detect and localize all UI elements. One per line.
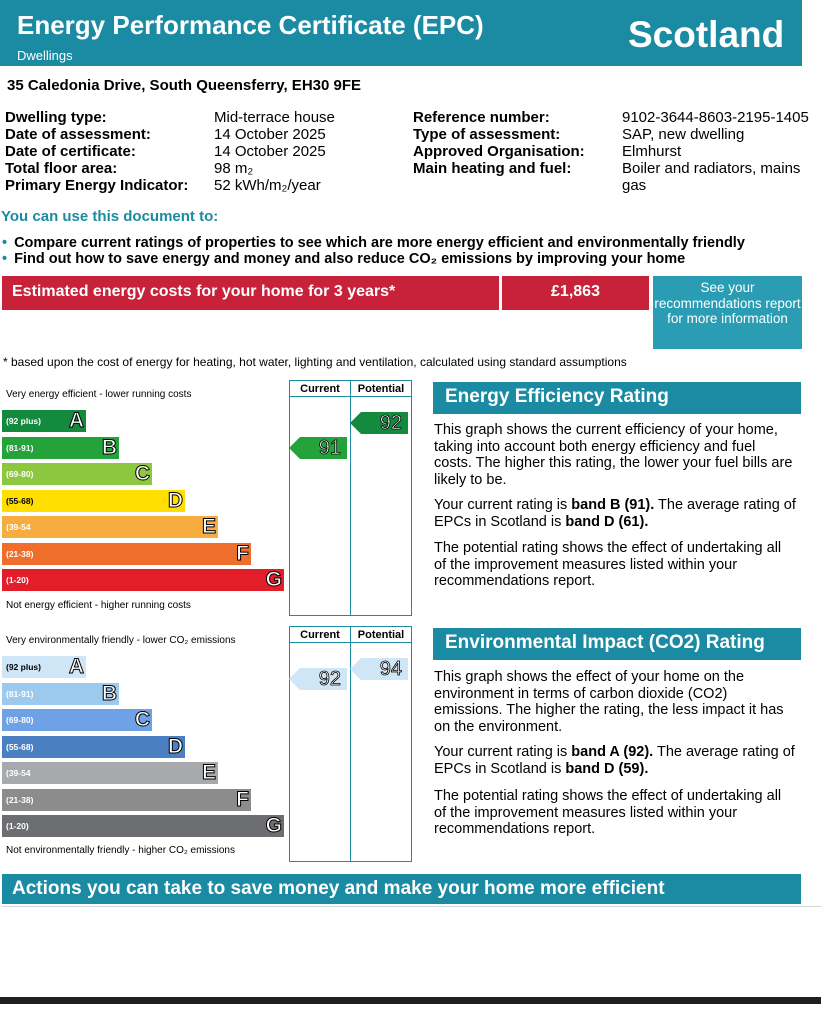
rating-band-a: [2, 410, 86, 432]
energy-paragraph-3: The potential rating shows the effect of undertaking all of the improvement measures listed within your recommendations report.: [434, 540, 782, 589]
divider: [2, 906, 821, 907]
band-letter: C: [134, 462, 150, 485]
actions-title: Actions you can take to save money and make your home more efficient: [12, 878, 665, 899]
band-range-label: (69-80): [6, 469, 34, 479]
band-range-label: (81-91): [6, 442, 34, 453]
rating-band-e: [2, 762, 218, 784]
cost-value: £1,863: [551, 283, 600, 300]
list-item: • Find out how to save energy and money and also reduce CO₂ emissions by improving your home: [2, 251, 686, 267]
detail-value: SAP, new dwelling: [622, 126, 745, 143]
detail-label: Main heating and fuel:: [413, 160, 572, 177]
band-letter: G: [265, 814, 282, 837]
detail-value: Mid-terrace house: [214, 109, 335, 126]
detail-label: Type of assessment:: [413, 126, 561, 143]
detail-value: 14 October 2025: [214, 143, 326, 160]
current-column-header: Current: [300, 383, 340, 395]
band-letter: B: [101, 435, 117, 459]
chart-bottom-note: Not energy efficient - higher running costs: [6, 600, 191, 611]
band-range-label: (1-20): [6, 575, 29, 585]
rating-value: 92: [318, 668, 341, 690]
detail-label: Approved Organisation:: [413, 143, 585, 160]
band-range-label: (1-20): [6, 821, 29, 831]
rating-band-c: [2, 463, 152, 485]
page-subtitle: Dwellings: [17, 48, 73, 63]
chart-top-note: Very environmentally friendly - lower CO₂ emissions: [6, 635, 236, 646]
detail-label: Date of assessment:: [5, 126, 151, 143]
band-letter: F: [236, 787, 249, 811]
rating-band-d: [2, 736, 185, 758]
band-range-label: (21-38): [6, 794, 34, 805]
page-title: Energy Performance Certificate (EPC): [17, 10, 484, 40]
potential-rating-arrow: [350, 658, 408, 680]
rating-band-e: [2, 516, 218, 538]
band-range-label: (55-68): [6, 741, 34, 752]
detail-label: Dwelling type:: [5, 109, 107, 126]
rating-band-b: [2, 683, 119, 705]
band-range-label: (92 plus): [6, 662, 41, 672]
footer-strip: [0, 1004, 821, 1024]
rating-band-g: [2, 569, 284, 591]
detail-value: 52 kWh/m₂/year: [214, 177, 321, 194]
rating-band-c: [2, 709, 152, 731]
potential-column-header: Potential: [357, 383, 405, 395]
detail-value: 14 October 2025: [214, 126, 326, 143]
detail-label: Total floor area:: [5, 160, 118, 177]
rating-band-b: [2, 437, 119, 459]
energy-rating-title: Energy Efficiency Rating: [445, 386, 669, 407]
rating-band-a: [2, 656, 86, 678]
band-range-label: (55-68): [6, 495, 34, 506]
band-letter: E: [201, 515, 216, 538]
env-paragraph-1: This graph shows the effect of your home on the environment in terms of carbon dioxide (CO2) emissions. The higher the rating, the less impact it has on the environment.: [434, 669, 784, 735]
rating-band-f: [2, 543, 251, 565]
band-range-label: (39-54: [6, 768, 31, 778]
band-range-label: (69-80): [6, 715, 34, 725]
band-letter: C: [134, 708, 150, 731]
rating-band-g: [2, 815, 284, 837]
band-letter: D: [167, 734, 183, 758]
cost-footnote: * based upon the cost of energy for heating, hot water, lighting and ventilation, calculated using standard assumptions: [3, 355, 627, 369]
env-rating-title: Environmental Impact (CO2) Rating: [445, 632, 765, 653]
rating-value: 91: [318, 436, 341, 459]
rating-band-d: [2, 490, 185, 512]
band-range-label: (81-91): [6, 688, 34, 699]
detail-label: Reference number:: [413, 109, 550, 126]
band-range-label: (21-38): [6, 548, 34, 559]
band-letter: D: [167, 488, 183, 512]
rating-value: 94: [379, 658, 402, 680]
recommendations-link[interactable]: See your recommendations report for more information: [654, 280, 801, 326]
environmental-impact-chart: [0, 626, 420, 862]
current-column-header: Current: [300, 629, 340, 641]
band-letter: A: [68, 655, 84, 678]
use-document-title: You can use this document to:: [1, 208, 219, 225]
band-range-label: (39-54: [6, 522, 31, 532]
energy-paragraph-1: This graph shows the current efficiency of your home, taking into account both energy efficiency and fuel costs. The higher this rating, the lower your fuel bills are likely to be.: [434, 422, 793, 488]
rating-band-f: [2, 789, 251, 811]
property-address: 35 Caledonia Drive, South Queensferry, EH30 9FE: [7, 77, 362, 94]
detail-value: Elmhurst: [622, 143, 682, 160]
energy-paragraph-2: Your current rating is band B (91). The average rating of EPCs in Scotland is band D (61).: [434, 497, 796, 530]
energy-efficiency-chart: [0, 380, 420, 616]
rating-value: 92: [379, 412, 402, 434]
band-range-label: (92 plus): [6, 416, 41, 426]
band-letter: G: [265, 568, 282, 591]
band-letter: B: [101, 681, 117, 705]
cost-label: Estimated energy costs for your home for 3 years*: [12, 283, 396, 300]
detail-value: 98 m₂: [214, 160, 254, 177]
chart-top-note: Very energy efficient - lower running costs: [6, 389, 192, 400]
potential-rating-arrow: [350, 412, 408, 434]
detail-value: Boiler and radiators, mains gas: [622, 160, 801, 194]
env-paragraph-3: The potential rating shows the effect of undertaking all of the improvement measures listed within your recommendations report.: [434, 788, 782, 837]
list-item: • Compare current ratings of properties to see which are more energy efficient and environmentally friendly: [2, 235, 745, 251]
detail-label: Date of certificate:: [5, 143, 136, 160]
detail-value: 9102-3644-8603-2195-1405: [622, 109, 809, 126]
current-rating-arrow: [289, 437, 347, 459]
potential-column-header: Potential: [357, 629, 405, 641]
detail-label: Primary Energy Indicator:: [5, 177, 189, 194]
band-letter: A: [68, 409, 84, 432]
country-label: Scotland: [628, 14, 785, 55]
band-letter: E: [201, 761, 216, 784]
current-rating-arrow: [289, 668, 347, 690]
env-paragraph-2: Your current rating is band A (92). The average rating of EPCs in Scotland is band D (59).: [434, 744, 795, 777]
band-letter: F: [236, 541, 249, 565]
chart-bottom-note: Not environmentally friendly - higher CO₂ emissions: [6, 845, 235, 856]
